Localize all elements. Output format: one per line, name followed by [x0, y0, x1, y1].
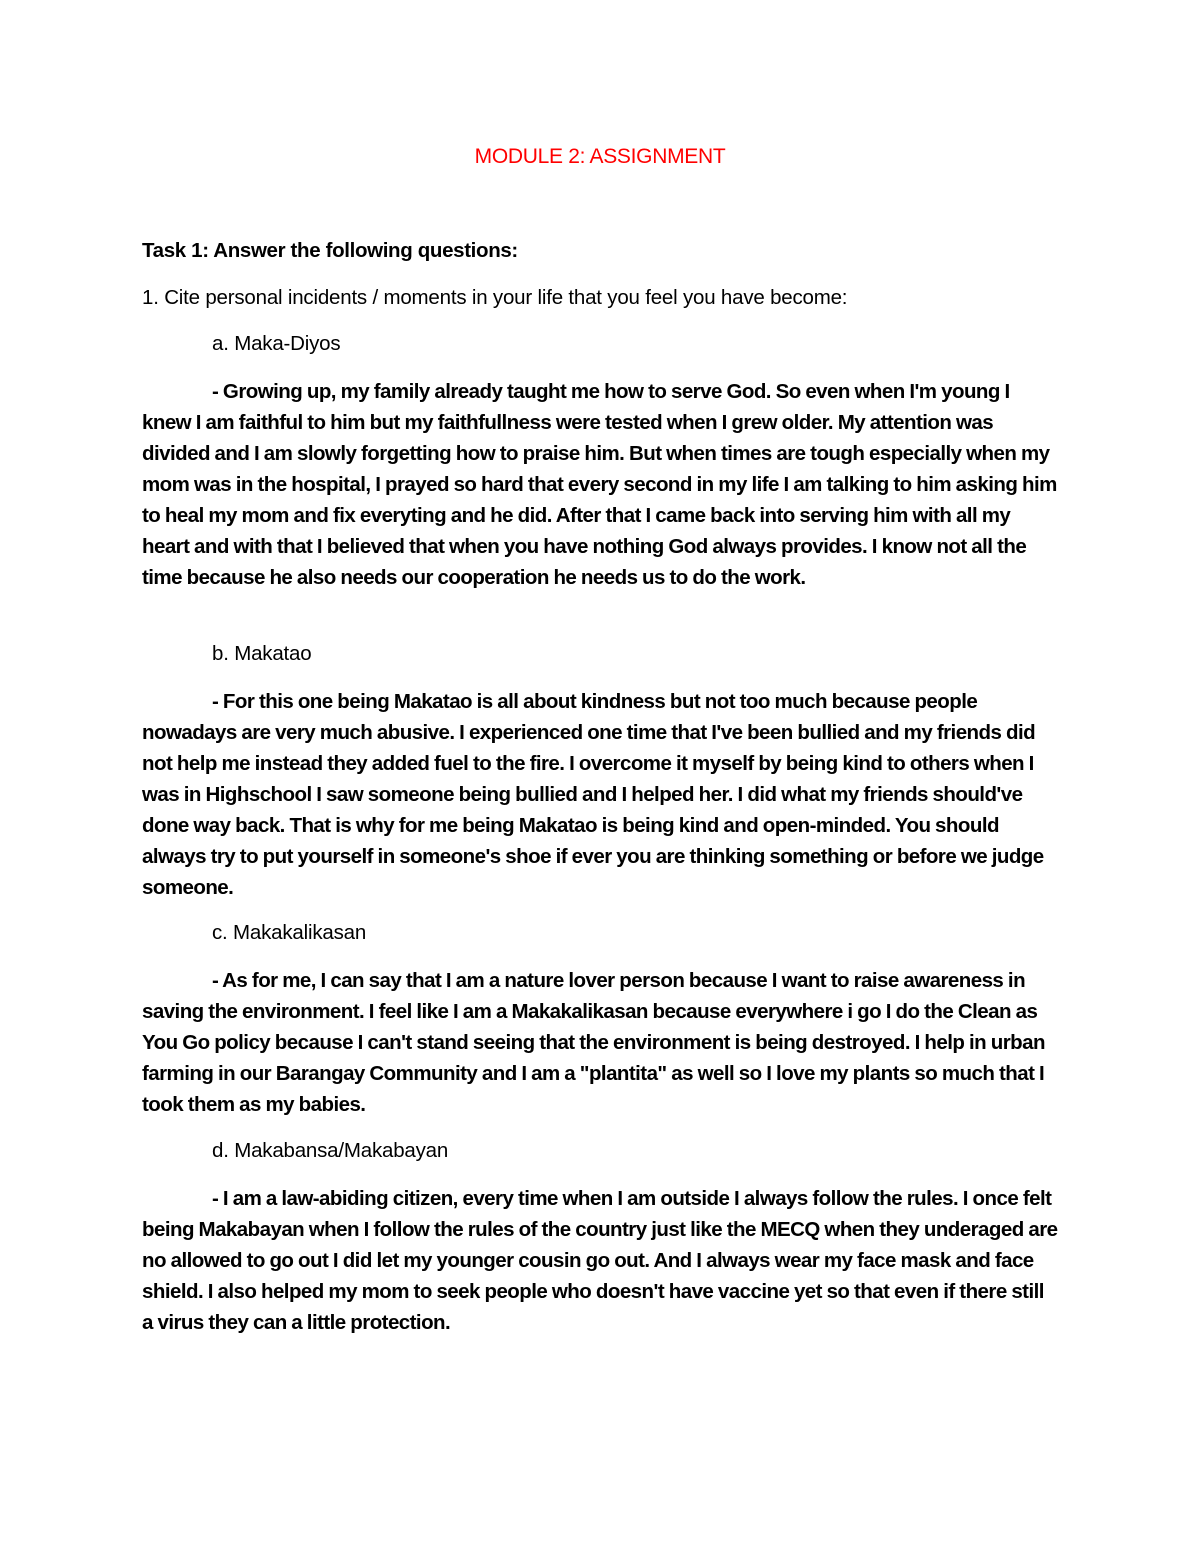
answer-makabansa: - I am a law-abiding citizen, every time when I am outside I always follow the rules. I once felt being Makabayan when I follow the rules of the country just like the MECQ when they underaged are no allowed to go out I did let my younger cousin go out. And I always wear my face mask and face shield. I also helped my mom to seek people who doesn't have vaccine yet so that even if there still a virus they can a little protection.: [142, 1187, 1058, 1334]
task-heading: Task 1: Answer the following questions:: [142, 239, 518, 262]
section-label-makatao: b. Makatao: [212, 642, 312, 665]
question-text: 1. Cite personal incidents / moments in your life that you feel you have become:: [142, 286, 848, 309]
answer-makatao: - For this one being Makatao is all about kindness but not too much because people nowadays are very much abusive. I experienced one time that I've been bullied and my friends did not help me instead they added fuel to the fire. I overcome it myself by being kind to others when I was in Highschool I saw someone being bullied and I helped her. I did what my friends should've done way back. That is why for me being Makatao is being kind and open-minded. You should always try to put yourself in someone's shoe if ever you are thinking something or before we judge someone.: [142, 690, 1044, 899]
section-label-maka-diyos: a. Maka-Diyos: [212, 332, 341, 355]
section-label-makabansa: d. Makabansa/Makabayan: [212, 1139, 449, 1162]
answer-makakalikasan: - As for me, I can say that I am a nature lover person because I want to raise awareness in saving the environment. I feel like I am a Makakalikasan because everywhere i go I do the Clean as You Go policy because I can't stand seeing that the environment is being destroyed. I help in urban farming in our Barangay Community and I am a "plantita" as well so I love my plants so much that I took them as my babies.: [142, 969, 1045, 1116]
section-label-makakalikasan: c. Makakalikasan: [212, 921, 367, 944]
answer-maka-diyos: - Growing up, my family already taught me how to serve God. So even when I'm young I knew I am faithful to him but my faithfullness were tested when I grew older. My attention was divided and I am slowly forgetting how to praise him. But when times are tough especially when my mom was in the hospital, I prayed so hard that every second in my life I am talking to him asking him to heal my mom and fix everyting and he did. After that I came back into serving him with all my heart and with that I believed that when you have nothing God always provides. I know not all the time because he also needs our cooperation he needs us to do the work.: [142, 380, 1057, 589]
document-title: MODULE 2: ASSIGNMENT: [474, 145, 726, 168]
